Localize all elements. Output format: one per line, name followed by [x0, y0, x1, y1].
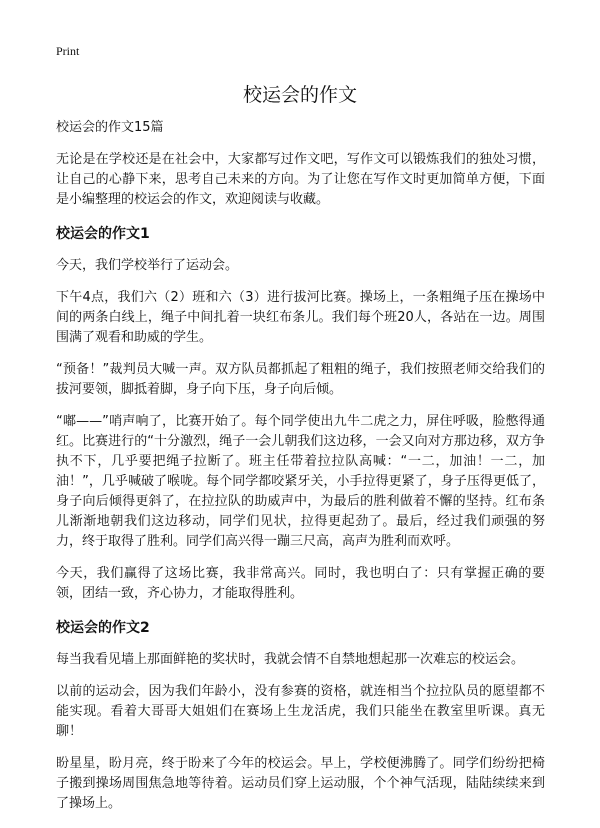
- page-title: 校运会的作文: [242, 84, 357, 106]
- paragraph: 以前的运动会，因为我们年龄小，没有参赛的资格，就连相当个拉拉队员的愿望都不能实现。看着大哥哥大姐姐们在赛场上生龙活虎，我们只能坐在教室里听课。真无聊！: [56, 684, 545, 739]
- paragraph: 今天，我们赢得了这场比赛，我非常高兴。同时，我也明白了：只有掌握正确的要领，团结一致，齐心协力，才能取得胜利。: [56, 566, 545, 601]
- article-body: [56, 118, 545, 826]
- intro-paragraph: 无论是在学校还是在社会中，大家都写过作文吧，写作文可以锻炼我们的独处习惯，让自己的心静下来，思考自己未来的方向。为了让您在写作文时更加简单方便，下面是小编整理的校运会的作文，欢迎阅读与收藏。: [56, 152, 545, 207]
- paragraph: 下午4点，我们六（2）班和六（3）进行拔河比赛。操场上，一条粗绳子压在操场中间的两条白线上，绳子中间扎着一块红布条儿。我们每个班20人，各站在一边。周围围满了观看和助威的学生。: [56, 290, 545, 345]
- essay-section-2: [56, 618, 545, 814]
- essay-section-1: [56, 224, 545, 604]
- paragraph: “嘟——”哨声响了，比赛开始了。每个同学使出九牛二虎之力，屏住呼吸，脸憋得通红。比赛进行的“十分激烈，绳子一会儿朝我们这边移，一会又向对方那边移，双方争执不下，几乎要把绳子拉断了。班主任带着拉拉队高喊：“一二，加油！一二，加油！”，几乎喊破了喉咙。每个同学都咬紧牙关，小手拉得更紧了，身子压得更低了，身子向后倾得更斜了，在拉拉队的助威声中，为最后的胜利做着不懈的坚持。红布条儿渐渐地朝我们这边移动，同学们见状，拉得更起劲了。最后，经过我们顽强的努力，终于取得了胜利。同学们高兴得一蹦三尺高，高声为胜利而欢呼。: [56, 414, 545, 549]
- paragraph: 今天，我们学校举行了运动会。: [56, 258, 239, 273]
- article-subtitle: 校运会的作文15篇: [56, 120, 164, 135]
- paragraph: 每当我看见墙上那面鲜艳的奖状时，我就会情不自禁地想起那一次难忘的校运会。: [56, 652, 525, 667]
- print-link[interactable]: Print: [56, 44, 80, 58]
- section-heading: 校运会的作文1: [56, 226, 150, 242]
- paragraph: “预备！”裁判员大喊一声。双方队员都抓起了粗粗的绳子，我们按照老师交给我们的拔河要领，脚抵着脚，身子向下压，身子向后倾。: [56, 362, 545, 397]
- paragraph: 盼星星，盼月亮，终于盼来了今年的校运会。早上，学校便沸腾了。同学们纷纷把椅子搬到操场周围焦急地等待着。运动员们穿上运动服，个个神气活现，陆陆续续来到了操场上。: [56, 756, 545, 811]
- section-heading: 校运会的作文2: [56, 620, 150, 636]
